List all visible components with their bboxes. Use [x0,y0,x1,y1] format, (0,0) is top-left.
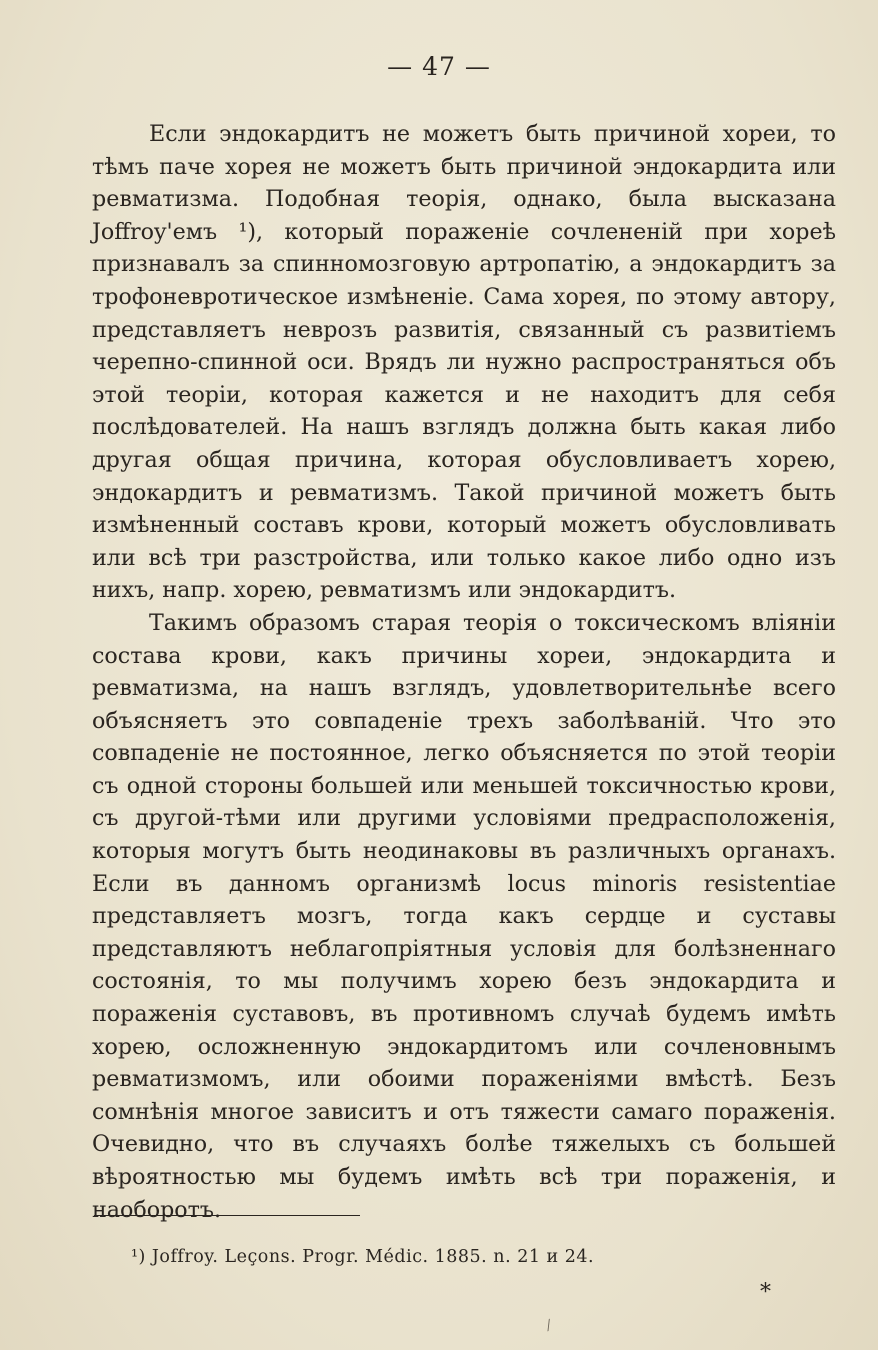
body-text [92,118,836,1226]
paragraph-2: Такимъ образомъ старая теорія о токсическомъ вліяніи состава крови, какъ причины хореи, эндокардита и ревматизма, на нашъ взглядъ, удовлетворительнѣе всего объясняетъ это совпаденіе трехъ заболѣваній. Что это совпаденіе не постоянное, легко объясняется по этой теоріи съ одной стороны большей или меньшей токсичностью крови, съ другой-тѣми или другими условіями предрасположенія, которыя могутъ быть неодинаковы въ различныхъ органахъ. Если въ данномъ организмѣ locus minoris resistentiae представляетъ мозгъ, тогда какъ сердце и суставы представляютъ неблагопріятныя условія для болѣзненнаго состоянія, то мы получимъ хорею безъ эндокардита и пораженія суставовъ, въ противномъ случаѣ будемъ имѣть хорею, осложненную эндокардитомъ или сочленовнымъ ревматизмомъ, или обоими пораженіями вмѣстѣ. Безъ сомнѣнія многое зависитъ и отъ тяжести самаго пораженія. Очевидно, что въ случаяхъ болѣе тяжелыхъ съ большей вѣроятностью мы будемъ имѣть всѣ три пораженія, и наоборотъ. [92,609,836,1223]
footnote: ¹) Joffroy. Leçons. Progr. Médic. 1885. n. 21 и 24. [131,1247,595,1267]
footnote-divider [94,1215,360,1216]
stray-ink-mark-icon: ⁄ [544,1318,554,1334]
signature-mark: * [760,1280,771,1305]
page-number: — 47 — [387,52,491,81]
paragraph-1: Если эндокардитъ не можетъ быть причиной хореи, то тѣмъ паче хорея не можетъ быть причиной эндокардита или ревматизма. Подобная теорія, однако, была высказана Joffroy'емъ ¹), который пораженіе сочлененій при хореѣ признавалъ за спинномозговую артропатію, а эндокардитъ за трофоневротическое измѣненіе. Сама хорея, по этому автору, представляетъ неврозъ развитія, связанный съ развитіемъ черепно-спинной оси. Врядъ ли нужно распространяться объ этой теоріи, которая кажется и не находитъ для себя послѣдователей. На нашъ взглядъ должна быть какая либо другая общая причина, которая обусловливаетъ хорею, эндокардитъ и ревматизмъ. Такой причиной можетъ быть измѣненный составъ крови, который можетъ обусловливать или всѣ три разстройства, или только какое либо одно изъ нихъ, напр. хорею, ревматизмъ или эндокардитъ. [92,121,836,604]
